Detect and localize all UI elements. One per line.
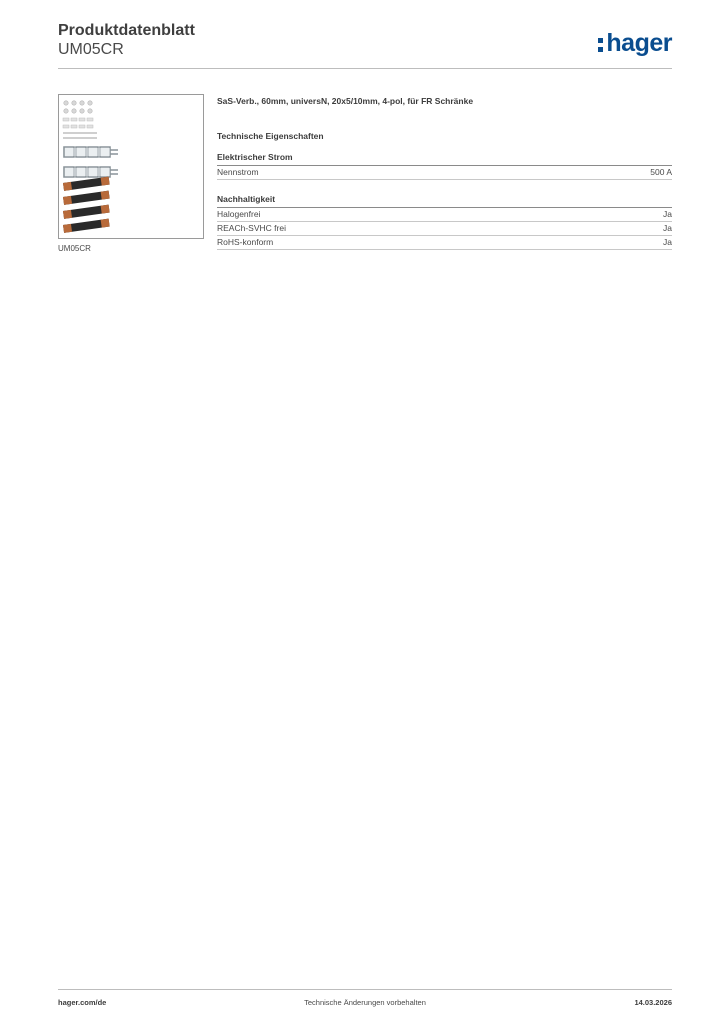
document-subtitle: UM05CR	[58, 41, 124, 58]
property-group-sustainability	[217, 194, 672, 250]
property-value: Ja	[663, 223, 672, 233]
property-label: REACh-SVHC frei	[217, 223, 286, 233]
busbar-kit-illustration	[59, 95, 203, 238]
property-label: Nennstrom	[217, 167, 259, 177]
section-title: Technische Eigenschaften	[217, 131, 324, 141]
property-row	[217, 222, 672, 236]
property-label: RoHS-konform	[217, 237, 274, 247]
property-value: Ja	[663, 209, 672, 219]
property-row	[217, 208, 672, 222]
product-description: SaS-Verb., 60mm, universN, 20x5/10mm, 4-pol, für FR Schränke	[217, 96, 474, 106]
product-image	[58, 94, 204, 239]
group-title: Elektrischer Strom	[217, 152, 672, 166]
document-title: Produktdatenblatt	[58, 22, 195, 39]
group-title: Nachhaltigkeit	[217, 194, 672, 208]
property-group-electric	[217, 152, 672, 180]
property-value: 500 A	[650, 167, 672, 177]
product-content	[217, 96, 672, 250]
footer-website-link[interactable]: hager.com/de	[58, 998, 107, 1007]
logo-dots-icon	[598, 38, 603, 52]
footer-divider	[58, 989, 672, 990]
page-header	[58, 22, 672, 70]
property-row	[217, 236, 672, 250]
hager-logo	[598, 30, 672, 56]
footer-date: 14.03.2026	[634, 998, 672, 1007]
header-divider	[58, 68, 672, 69]
property-row	[217, 166, 672, 180]
image-caption: UM05CR	[58, 244, 91, 253]
footer-disclaimer: Technische Änderungen vorbehalten	[304, 998, 426, 1007]
property-value: Ja	[663, 237, 672, 247]
page-footer	[58, 998, 672, 1010]
property-label: Halogenfrei	[217, 209, 261, 219]
logo-text: hager	[606, 29, 672, 57]
